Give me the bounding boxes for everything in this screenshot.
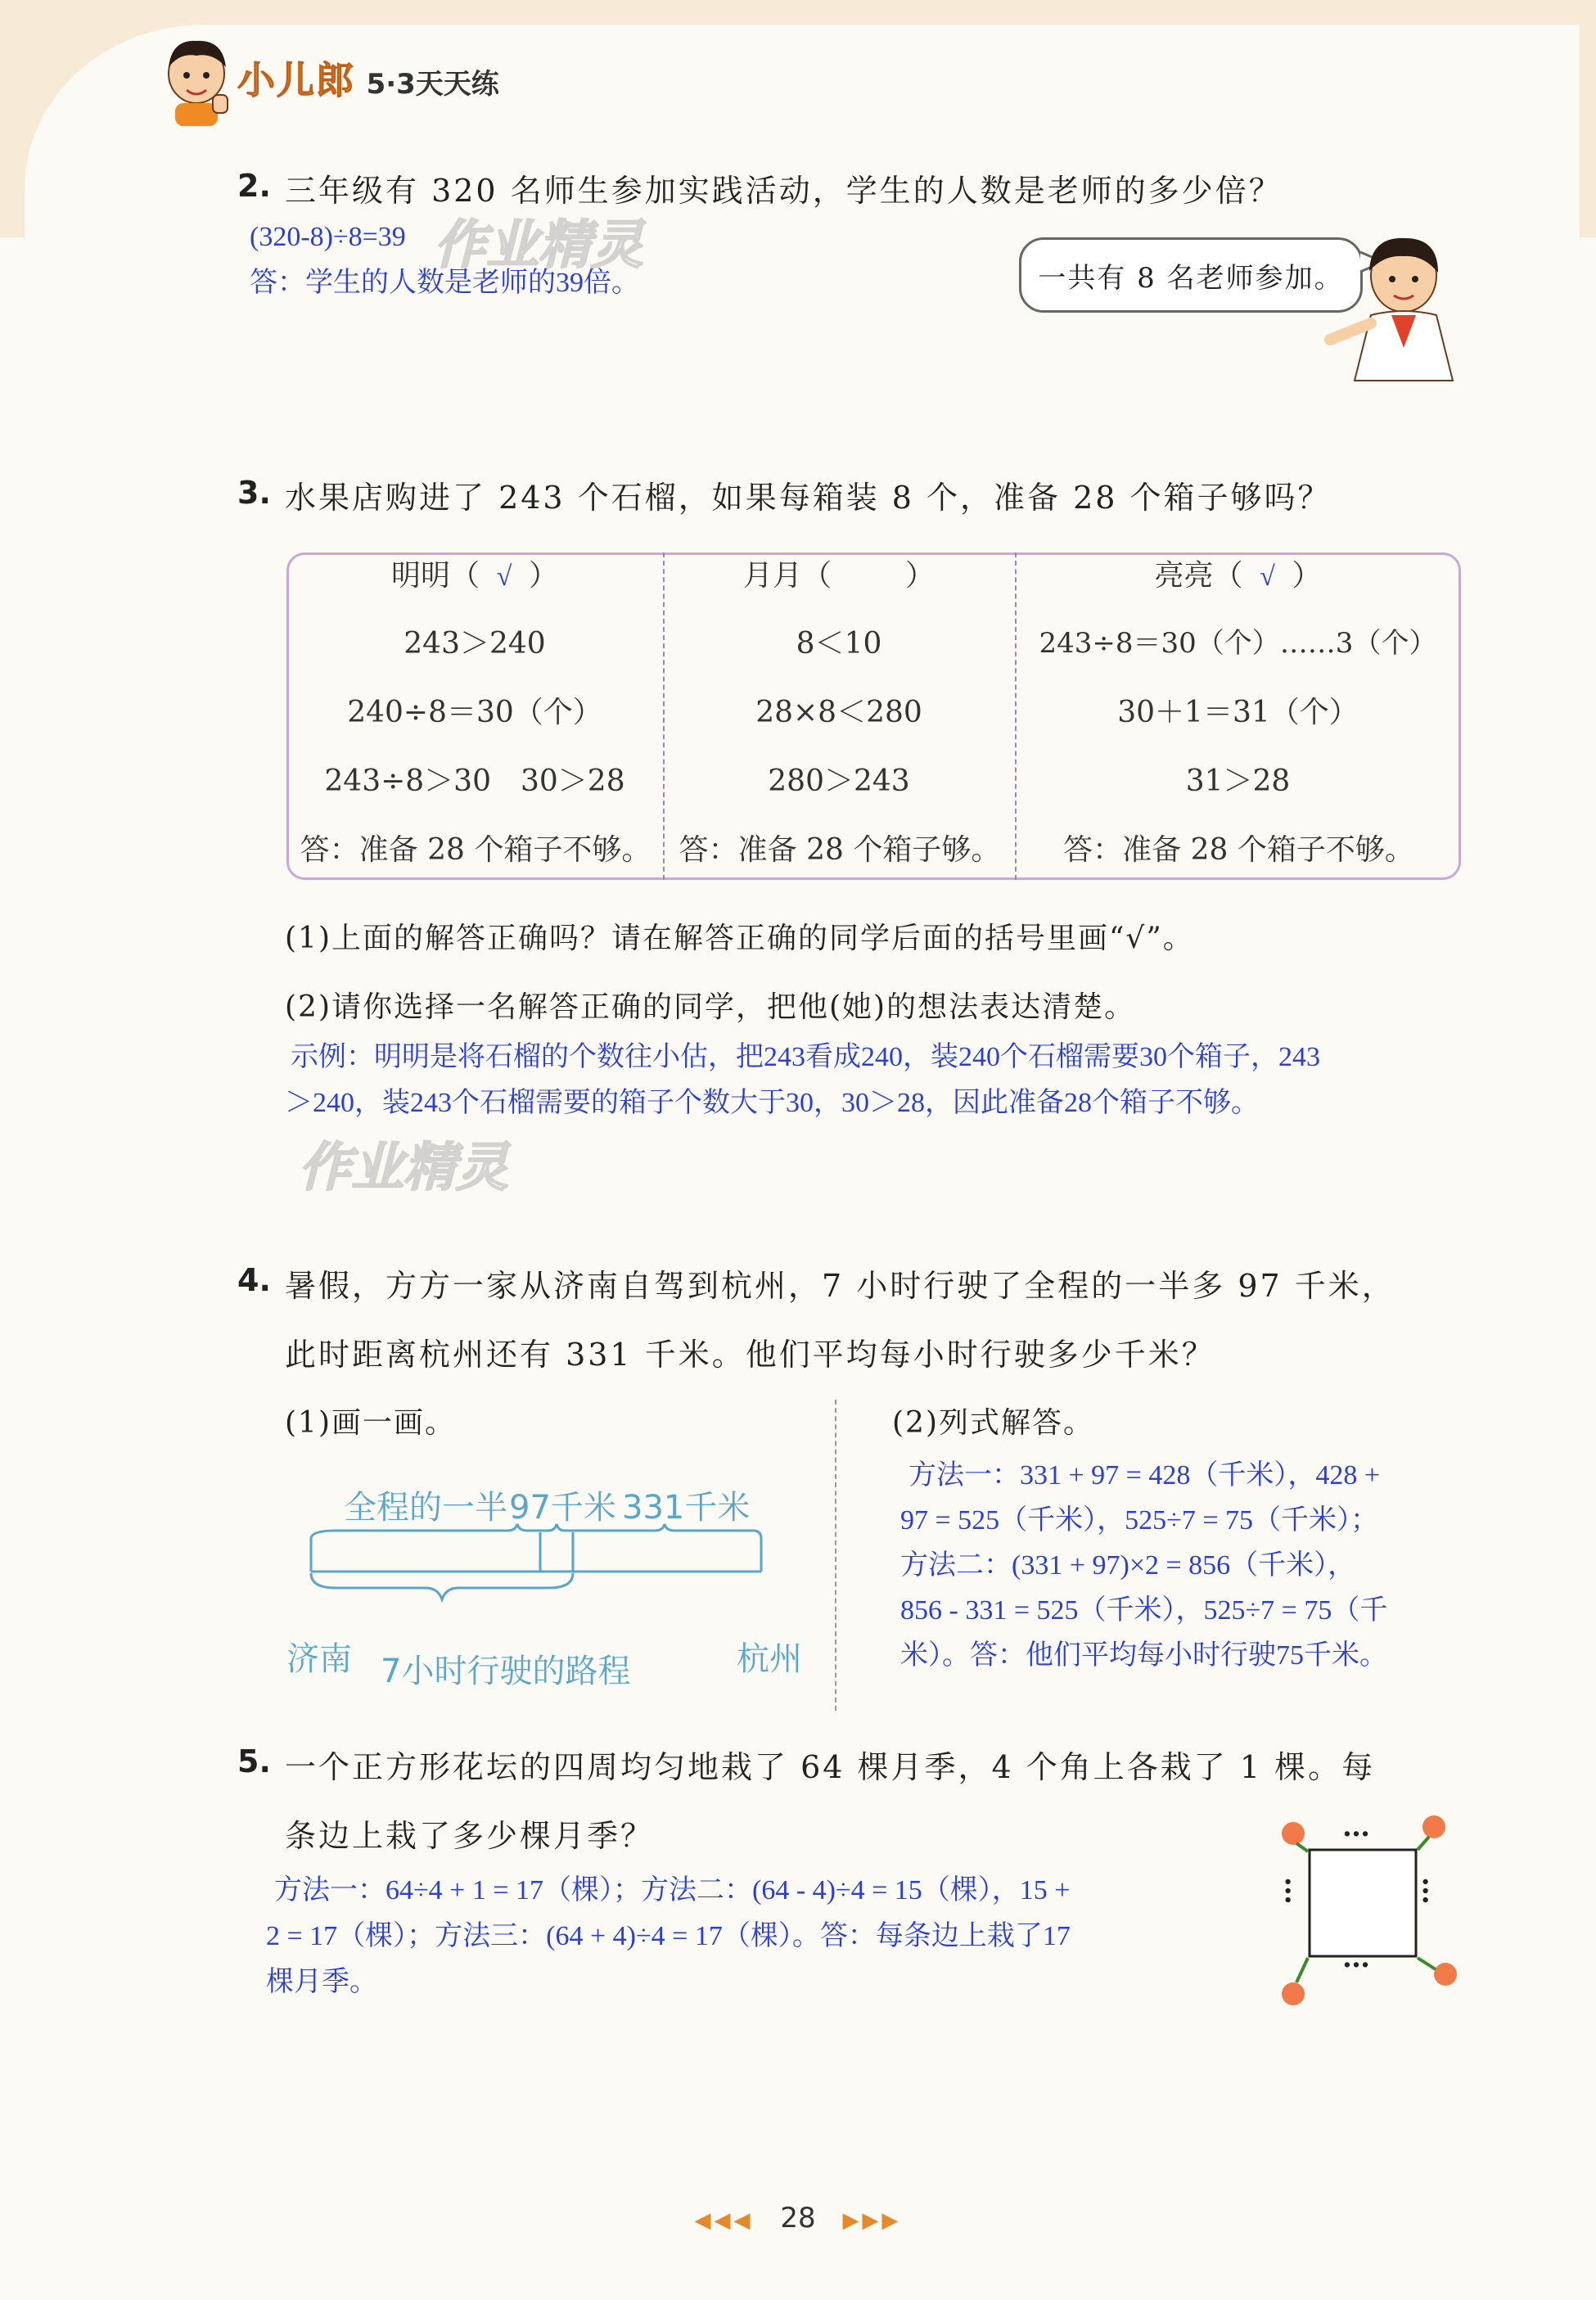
question-4-answer-line5: 米）。答：他们平均每小时行驶75千米。	[900, 1640, 1387, 1671]
brace-97	[540, 1524, 573, 1531]
brace-331	[573, 1524, 761, 1539]
dots-bottom: …	[1342, 1941, 1370, 1974]
col-liangliang-name: 亮亮（	[1154, 559, 1243, 593]
question-5-answer-line3: 棵月季。	[266, 1967, 377, 1997]
question-4-answer-line2: 97 = 525（千米），525÷7 = 75（千米）；	[900, 1505, 1379, 1536]
teacher-boy-icon	[1314, 225, 1469, 389]
question-3-number: 3.	[237, 475, 271, 511]
col-liangliang-mark: √	[1260, 561, 1275, 592]
brace-7h	[311, 1573, 573, 1599]
col-mingming-line2: 240÷8＝30（个）	[347, 696, 602, 729]
question-3-sub1: (1)上面的解答正确吗？请在解答正确的同学后面的括号里画“√”。	[285, 922, 1194, 955]
col-yueyue-answer: 答：准备 28 个箱子够。	[679, 833, 1001, 867]
right-arrows-icon: ▶▶▶	[842, 2208, 902, 2233]
question-4-answer-line1: 方法一：331 + 97 = 428（千米），428 +	[908, 1460, 1381, 1490]
mascot-boy-icon	[156, 31, 237, 129]
question-4-sub1: (1)画一画。	[285, 1406, 456, 1440]
question-5-number: 5.	[237, 1743, 271, 1779]
question-3-answer-line2: ＞240，装243个石榴需要的箱子个数大于30，30＞28，因此准备28个箱子不够。	[285, 1088, 1259, 1118]
question-2-answer-line2: 答：学生的人数是老师的39倍。	[250, 268, 639, 298]
question-2-answer-line1: (320-8)÷8=39	[250, 222, 406, 252]
col-mingming-answer: 答：准备 28 个箱子不够。	[300, 833, 651, 867]
question-5-answer-line2: 2 = 17（棵）；方法三：(64 + 4)÷4 = 17（棵）。答：每条边上栽了17	[266, 1921, 1071, 1951]
dots-top: …	[1342, 1811, 1370, 1843]
diagram-label-start: 济南	[286, 1640, 352, 1678]
dots-right: …	[1416, 1877, 1449, 1905]
page-number: 28	[780, 2202, 816, 2235]
rose-icon-bottom-right	[1418, 1958, 1457, 1986]
col-mingming-header	[286, 552, 663, 594]
question-5-text-line2: 条边上栽了多少棵月季？	[285, 1818, 655, 1854]
rose-icon-bottom-left	[1282, 1958, 1308, 2005]
question-3-sub2: (2)请你选择一名解答正确的同学，把他(她)的想法表达清楚。	[285, 990, 1136, 1024]
question-4-number: 4.	[237, 1262, 271, 1298]
question-4-text-line2: 此时距离杭州还有 331 千米。他们平均每小时行驶多少千米？	[285, 1337, 1215, 1373]
header-logo	[237, 51, 499, 105]
col-mingming-mark: √	[496, 561, 512, 592]
col-yueyue-line1: 8＜10	[796, 627, 882, 661]
col-yueyue-header	[663, 552, 1015, 594]
col-liangliang-answer: 答：准备 28 个箱子不够。	[1063, 833, 1414, 867]
col-yueyue-line2: 28×8＜280	[755, 696, 922, 729]
col-liangliang-line1: 243÷8＝30（个）……3（个）	[1039, 627, 1437, 660]
col-yueyue-line3: 280＞243	[768, 764, 910, 798]
flower-bed-diagram	[1260, 1809, 1481, 2022]
rose-icon-top-left	[1282, 1822, 1308, 1851]
question-4-answer-line3: 方法二：(331 + 97)×2 = 856（千米），	[900, 1550, 1356, 1581]
col-mingming-line3: 243÷8＞30 30＞28	[324, 764, 625, 798]
col-mingming-name: 明明（	[390, 559, 480, 593]
brand-name: 小儿郎	[237, 58, 355, 102]
question-5-text-line1: 一个正方形花坛的四周均匀地栽了 64 棵月季，4 个角上各栽了 1 棵。每	[285, 1749, 1376, 1785]
speech-bubble	[1019, 237, 1363, 313]
brace-half	[311, 1524, 540, 1539]
question-5-answer-line1: 方法一：64÷4 + 1 = 17（棵）；方法二：(64 - 4)÷4 = 15（棵），15 +	[274, 1875, 1071, 1905]
question-4-answer-line4: 856 - 331 = 525（千米），525÷7 = 75（千	[900, 1595, 1388, 1626]
watermark-2: 作业精灵	[299, 1138, 508, 1198]
question-2-number: 2.	[237, 168, 271, 204]
diagram-label-331: 331千米	[622, 1489, 751, 1527]
series-name: 5·3天天练	[366, 68, 499, 101]
col-liangliang-line3: 31＞28	[1185, 764, 1291, 798]
left-arrows-icon: ◀◀◀	[694, 2208, 754, 2233]
diagram-label-half: 全程的一半	[344, 1489, 507, 1527]
col-mingming-line1: 243＞240	[404, 627, 546, 661]
q4-column-divider	[835, 1400, 836, 1711]
page-footer	[0, 2202, 1596, 2235]
diagram-label-7h: 7小时行驶的路程	[381, 1653, 631, 1690]
diagram-label-end: 杭州	[737, 1640, 802, 1678]
col-liangliang-line2: 30＋1＝31（个）	[1117, 696, 1359, 729]
question-3-text: 水果店购进了 243 个石榴，如果每箱装 8 个，准备 28 个箱子够吗？	[285, 480, 1332, 516]
question-4-sub2: (2)列式解答。	[892, 1406, 1094, 1440]
watermark-1: 作业精灵	[434, 215, 643, 276]
dots-left: …	[1278, 1877, 1311, 1905]
speech-bubble-text: 一共有 8 名老师参加。	[1038, 261, 1344, 295]
col-mingming-close: ）	[529, 559, 559, 593]
col-yueyue-name: 月月（	[742, 559, 832, 593]
flower-bed-square	[1310, 1850, 1416, 1956]
diagram-label-97: 97千米	[509, 1489, 616, 1527]
col-liangliang-close: ）	[1292, 559, 1322, 593]
question-4-text-line1: 暑假，方方一家从济南自驾到杭州，7 小时行驶了全程的一半多 97 千米，	[285, 1268, 1395, 1304]
question-2-text: 三年级有 320 名师生参加实践活动，学生的人数是老师的多少倍？	[285, 173, 1283, 209]
col-yueyue-close: ）	[905, 559, 936, 593]
distance-diagram	[303, 1522, 778, 1604]
question-3-answer-line1: 示例：明明是将石榴的个数往小估，把243看成240，装240个石榴需要30个箱子，243	[291, 1042, 1320, 1072]
col-liangliang-header	[1015, 552, 1461, 594]
rose-icon-top-right	[1418, 1815, 1445, 1850]
